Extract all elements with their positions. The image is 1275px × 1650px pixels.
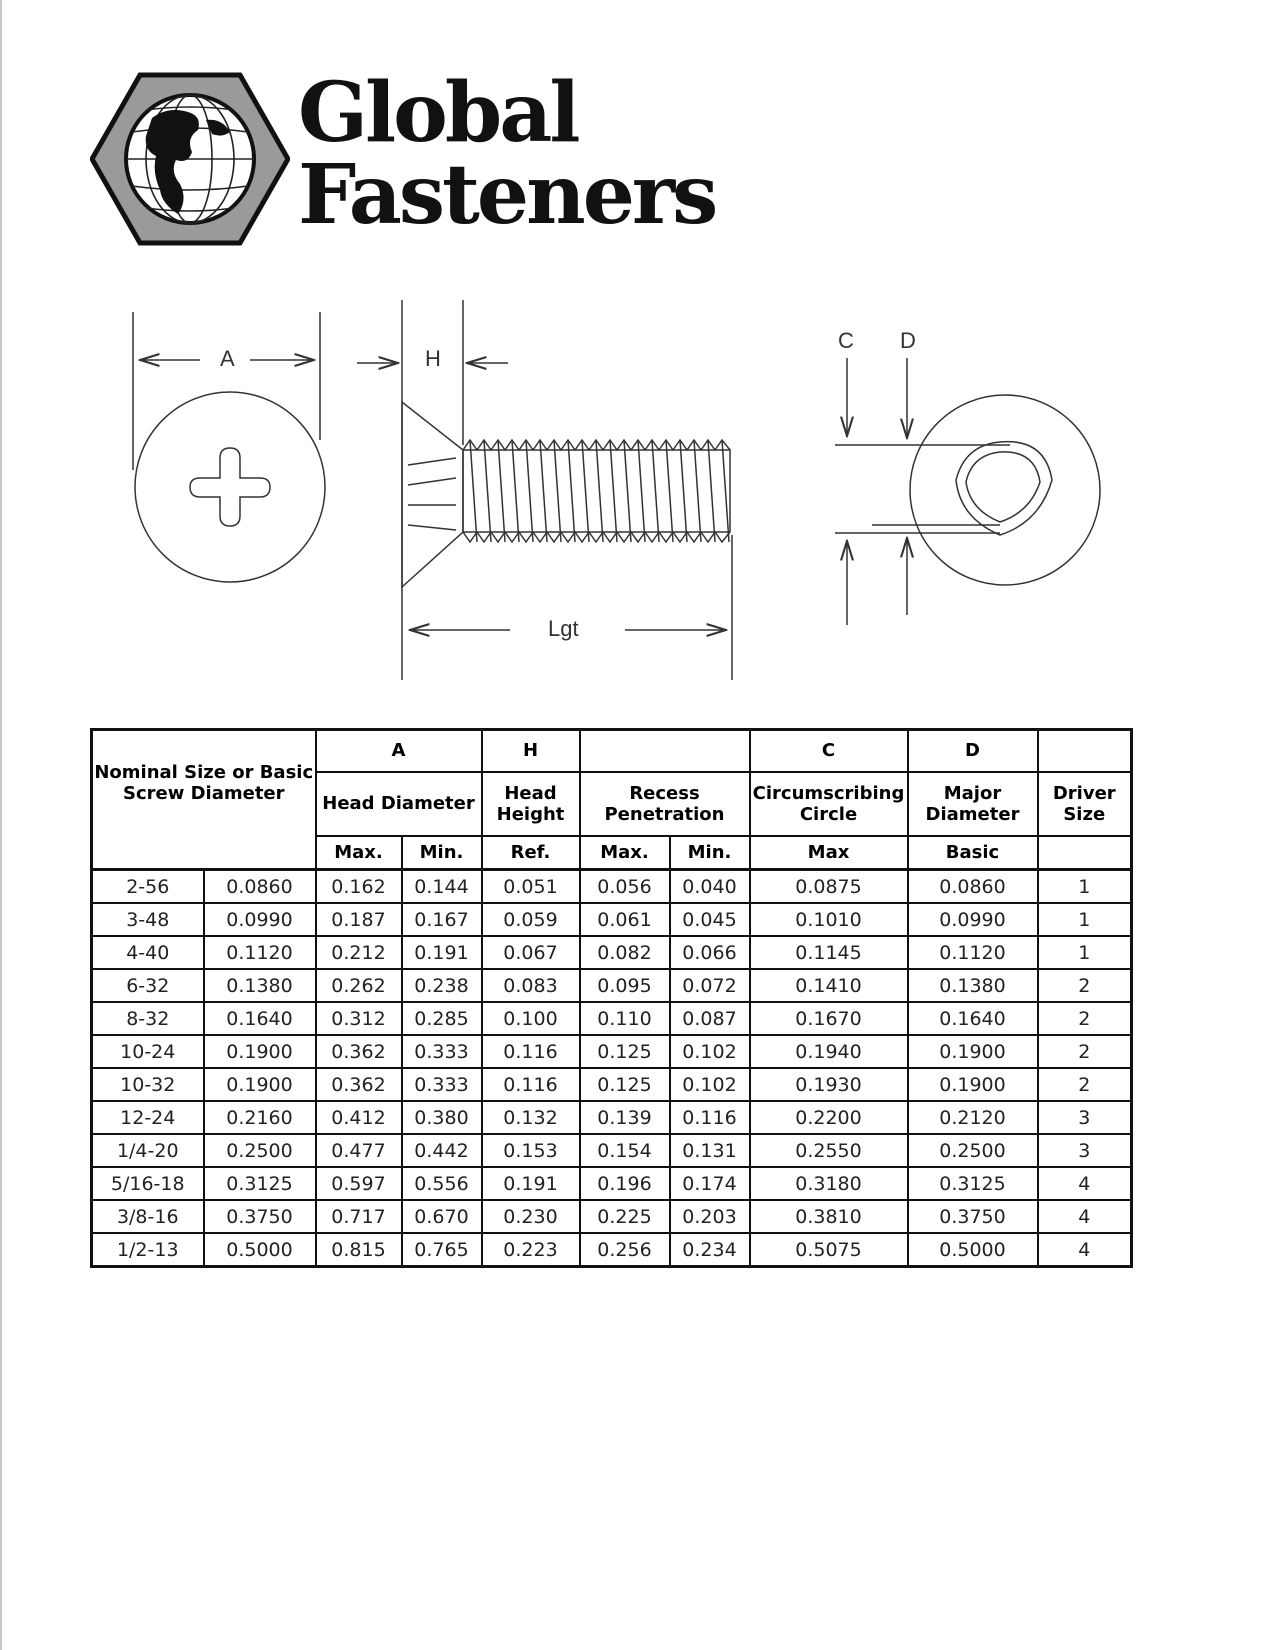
group-header-recess — [580, 730, 750, 772]
cell-head-height-ref: 0.051 — [482, 870, 580, 904]
cell-recess-max: 0.225 — [580, 1200, 670, 1233]
screw-diagram — [120, 290, 1120, 710]
cell-head-dia-max: 0.262 — [316, 969, 402, 1002]
cell-head-dia-max: 0.597 — [316, 1167, 402, 1200]
cell-major-dia-basic: 0.1120 — [908, 936, 1038, 969]
table-row — [92, 1035, 1132, 1068]
cell-head-dia-min: 0.765 — [402, 1233, 482, 1267]
cell-recess-min: 0.234 — [670, 1233, 750, 1267]
cell-basic-diameter: 0.3125 — [204, 1167, 316, 1200]
cell-recess-min: 0.045 — [670, 903, 750, 936]
cell-circ-circle-max: 0.1145 — [750, 936, 908, 969]
cell-basic-diameter: 0.5000 — [204, 1233, 316, 1267]
cell-basic-diameter: 0.1640 — [204, 1002, 316, 1035]
cell-head-height-ref: 0.132 — [482, 1101, 580, 1134]
cell-head-dia-min: 0.167 — [402, 903, 482, 936]
dim-label-a: A — [220, 346, 235, 371]
hex-globe-icon — [90, 72, 290, 247]
header-recess-penetration: Recess Penetration — [580, 772, 750, 836]
cell-basic-diameter: 0.2500 — [204, 1134, 316, 1167]
cell-circ-circle-max: 0.1940 — [750, 1035, 908, 1068]
cell-head-dia-max: 0.362 — [316, 1035, 402, 1068]
table-row — [92, 1101, 1132, 1134]
cell-head-dia-min: 0.556 — [402, 1167, 482, 1200]
cell-head-height-ref: 0.083 — [482, 969, 580, 1002]
cell-driver-size: 3 — [1038, 1134, 1132, 1167]
dim-label-lgt: Lgt — [548, 616, 579, 641]
cell-circ-circle-max: 0.1410 — [750, 969, 908, 1002]
cell-driver-size: 2 — [1038, 1002, 1132, 1035]
cell-basic-diameter: 0.0860 — [204, 870, 316, 904]
group-header-h: H — [482, 730, 580, 772]
table-row — [92, 1167, 1132, 1200]
cell-recess-max: 0.095 — [580, 969, 670, 1002]
subheader-a-min: Min. — [402, 836, 482, 870]
cell-circ-circle-max: 0.1670 — [750, 1002, 908, 1035]
cell-head-height-ref: 0.191 — [482, 1167, 580, 1200]
cell-driver-size: 4 — [1038, 1167, 1132, 1200]
cell-head-height-ref: 0.116 — [482, 1068, 580, 1101]
header-driver-size: Driver Size — [1038, 772, 1132, 836]
cell-head-height-ref: 0.223 — [482, 1233, 580, 1267]
cell-major-dia-basic: 0.5000 — [908, 1233, 1038, 1267]
cell-recess-min: 0.087 — [670, 1002, 750, 1035]
cell-recess-max: 0.196 — [580, 1167, 670, 1200]
cell-basic-diameter: 0.2160 — [204, 1101, 316, 1134]
cell-recess-min: 0.131 — [670, 1134, 750, 1167]
table-row — [92, 1233, 1132, 1267]
dim-label-h: H — [425, 346, 441, 371]
subheader-driver-blank — [1038, 836, 1132, 870]
cell-basic-diameter: 0.3750 — [204, 1200, 316, 1233]
cell-circ-circle-max: 0.1930 — [750, 1068, 908, 1101]
header-nominal-spacer — [92, 836, 316, 870]
cell-head-height-ref: 0.116 — [482, 1035, 580, 1068]
cell-major-dia-basic: 0.1640 — [908, 1002, 1038, 1035]
cell-size: 2-56 — [92, 870, 204, 904]
cell-head-height-ref: 0.153 — [482, 1134, 580, 1167]
cell-size: 3/8-16 — [92, 1200, 204, 1233]
cell-head-dia-max: 0.162 — [316, 870, 402, 904]
cell-driver-size: 3 — [1038, 1101, 1132, 1134]
cell-head-dia-min: 0.333 — [402, 1068, 482, 1101]
cell-head-dia-max: 0.412 — [316, 1101, 402, 1134]
group-header-c: C — [750, 730, 908, 772]
cell-head-dia-max: 0.212 — [316, 936, 402, 969]
cell-size: 1/4-20 — [92, 1134, 204, 1167]
brand-line-2: Fasteners — [298, 147, 716, 243]
cell-recess-min: 0.116 — [670, 1101, 750, 1134]
cell-head-dia-max: 0.477 — [316, 1134, 402, 1167]
cell-driver-size: 1 — [1038, 870, 1132, 904]
cell-head-dia-max: 0.815 — [316, 1233, 402, 1267]
cell-recess-min: 0.174 — [670, 1167, 750, 1200]
cell-size: 5/16-18 — [92, 1167, 204, 1200]
cell-circ-circle-max: 0.1010 — [750, 903, 908, 936]
cell-circ-circle-max: 0.3810 — [750, 1200, 908, 1233]
cell-driver-size: 2 — [1038, 1068, 1132, 1101]
table-row — [92, 1068, 1132, 1101]
table-row — [92, 1200, 1132, 1233]
screw-drawing — [120, 290, 1120, 710]
cell-circ-circle-max: 0.0875 — [750, 870, 908, 904]
cell-major-dia-basic: 0.3125 — [908, 1167, 1038, 1200]
dim-label-d: D — [900, 328, 916, 353]
cell-driver-size: 4 — [1038, 1200, 1132, 1233]
cell-head-dia-min: 0.238 — [402, 969, 482, 1002]
cell-size: 10-24 — [92, 1035, 204, 1068]
subheader-c-max: Max — [750, 836, 908, 870]
cell-head-dia-max: 0.717 — [316, 1200, 402, 1233]
cell-size: 6-32 — [92, 969, 204, 1002]
group-header-d: D — [908, 730, 1038, 772]
cell-recess-min: 0.102 — [670, 1068, 750, 1101]
header-head-height: Head Height — [482, 772, 580, 836]
table-row — [92, 969, 1132, 1002]
cell-major-dia-basic: 0.0990 — [908, 903, 1038, 936]
cell-major-dia-basic: 0.1900 — [908, 1068, 1038, 1101]
cell-major-dia-basic: 0.2120 — [908, 1101, 1038, 1134]
cell-head-dia-min: 0.333 — [402, 1035, 482, 1068]
header-head-diameter: Head Diameter — [316, 772, 482, 836]
brand-line-1: Global — [298, 65, 578, 161]
subheader-d-basic: Basic — [908, 836, 1038, 870]
cell-size: 10-32 — [92, 1068, 204, 1101]
cell-recess-min: 0.066 — [670, 936, 750, 969]
cell-major-dia-basic: 0.3750 — [908, 1200, 1038, 1233]
cell-size: 12-24 — [92, 1101, 204, 1134]
cell-head-height-ref: 0.067 — [482, 936, 580, 969]
cell-circ-circle-max: 0.2550 — [750, 1134, 908, 1167]
cell-recess-max: 0.154 — [580, 1134, 670, 1167]
cell-head-dia-min: 0.191 — [402, 936, 482, 969]
cell-driver-size: 2 — [1038, 969, 1132, 1002]
cell-basic-diameter: 0.1380 — [204, 969, 316, 1002]
cell-recess-min: 0.203 — [670, 1200, 750, 1233]
cell-recess-min: 0.040 — [670, 870, 750, 904]
subheader-h-ref: Ref. — [482, 836, 580, 870]
table-row — [92, 870, 1132, 904]
cell-circ-circle-max: 0.2200 — [750, 1101, 908, 1134]
cell-circ-circle-max: 0.5075 — [750, 1233, 908, 1267]
cell-head-dia-max: 0.187 — [316, 903, 402, 936]
header-major-diameter: Major Diameter — [908, 772, 1038, 836]
cell-recess-min: 0.102 — [670, 1035, 750, 1068]
cell-recess-max: 0.056 — [580, 870, 670, 904]
cell-head-dia-max: 0.312 — [316, 1002, 402, 1035]
cell-head-dia-max: 0.362 — [316, 1068, 402, 1101]
dim-label-c: C — [838, 328, 854, 353]
cell-basic-diameter: 0.0990 — [204, 903, 316, 936]
subheader-recess-min: Min. — [670, 836, 750, 870]
page-left-edge — [0, 0, 2, 1650]
table-row — [92, 1134, 1132, 1167]
group-header-a: A — [316, 730, 482, 772]
subheader-a-max: Max. — [316, 836, 402, 870]
table-row — [92, 1002, 1132, 1035]
cell-head-height-ref: 0.100 — [482, 1002, 580, 1035]
cell-recess-max: 0.061 — [580, 903, 670, 936]
cell-head-dia-min: 0.144 — [402, 870, 482, 904]
cell-recess-max: 0.082 — [580, 936, 670, 969]
cell-major-dia-basic: 0.1380 — [908, 969, 1038, 1002]
cell-circ-circle-max: 0.3180 — [750, 1167, 908, 1200]
cell-major-dia-basic: 0.2500 — [908, 1134, 1038, 1167]
cell-recess-min: 0.072 — [670, 969, 750, 1002]
cell-head-dia-min: 0.670 — [402, 1200, 482, 1233]
cell-head-dia-min: 0.442 — [402, 1134, 482, 1167]
group-header-driver — [1038, 730, 1132, 772]
table-row — [92, 903, 1132, 936]
cell-head-dia-min: 0.285 — [402, 1002, 482, 1035]
cell-recess-max: 0.256 — [580, 1233, 670, 1267]
cell-basic-diameter: 0.1900 — [204, 1068, 316, 1101]
header-nominal-size: Nominal Size or Basic Screw Diameter — [92, 730, 316, 836]
global-fasteners-logo — [90, 65, 750, 252]
cell-driver-size: 1 — [1038, 936, 1132, 969]
header-circumscribing-circle: Circumscribing Circle — [750, 772, 908, 836]
cell-recess-max: 0.125 — [580, 1035, 670, 1068]
cell-size: 4-40 — [92, 936, 204, 969]
cell-recess-max: 0.139 — [580, 1101, 670, 1134]
cell-major-dia-basic: 0.0860 — [908, 870, 1038, 904]
subheader-recess-max: Max. — [580, 836, 670, 870]
cell-driver-size: 2 — [1038, 1035, 1132, 1068]
cell-size: 8-32 — [92, 1002, 204, 1035]
cell-head-height-ref: 0.059 — [482, 903, 580, 936]
cell-size: 3-48 — [92, 903, 204, 936]
cell-basic-diameter: 0.1120 — [204, 936, 316, 969]
cell-basic-diameter: 0.1900 — [204, 1035, 316, 1068]
cell-head-dia-min: 0.380 — [402, 1101, 482, 1134]
cell-driver-size: 1 — [1038, 903, 1132, 936]
cell-recess-max: 0.125 — [580, 1068, 670, 1101]
cell-major-dia-basic: 0.1900 — [908, 1035, 1038, 1068]
fastener-spec-table — [90, 728, 1133, 1268]
spec-table-body — [92, 870, 1132, 1267]
cell-head-height-ref: 0.230 — [482, 1200, 580, 1233]
table-row — [92, 936, 1132, 969]
cell-driver-size: 4 — [1038, 1233, 1132, 1267]
cell-recess-max: 0.110 — [580, 1002, 670, 1035]
cell-size: 1/2-13 — [92, 1233, 204, 1267]
